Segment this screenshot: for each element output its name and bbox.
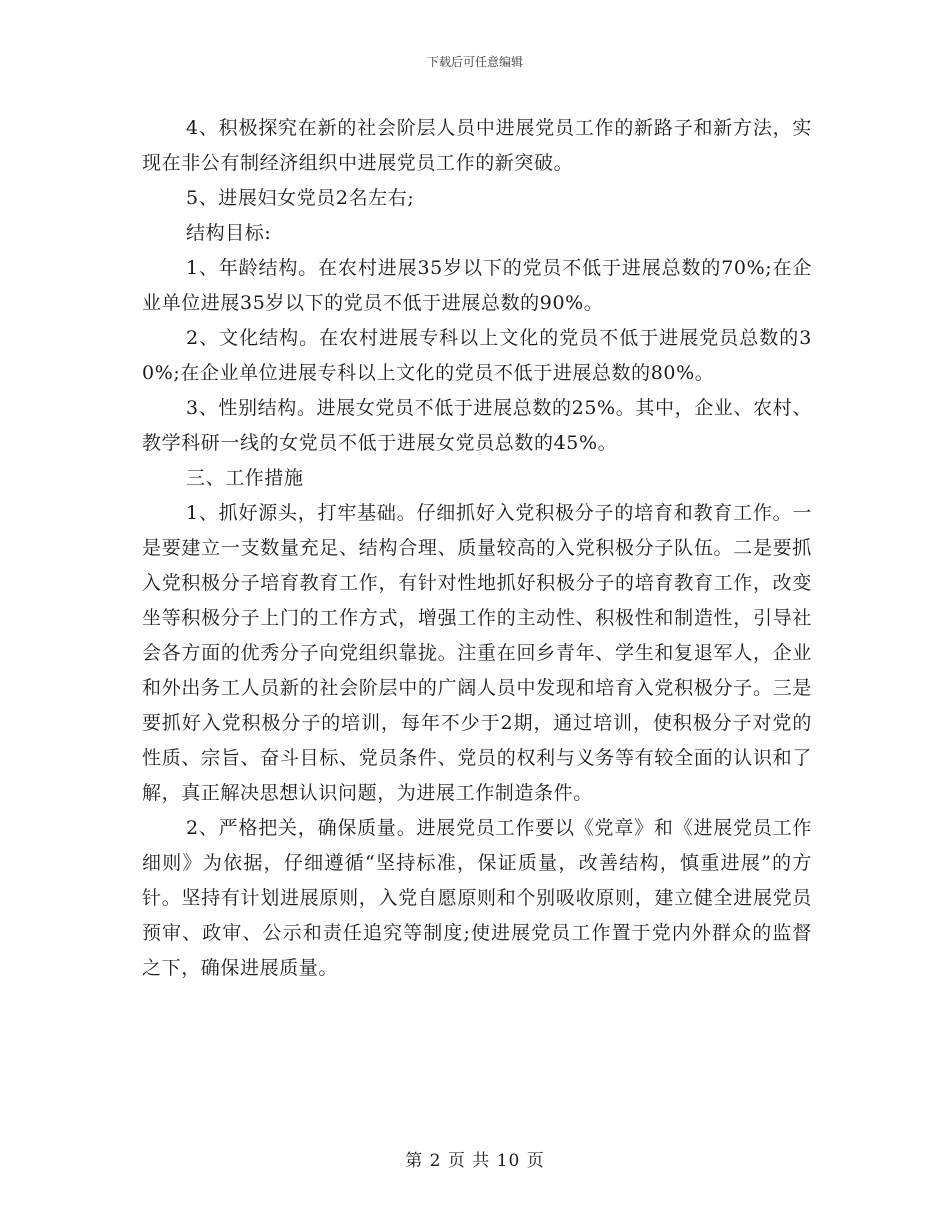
document-body [142, 111, 812, 986]
paragraph-measure-2: 2、严格把关，确保质量。进展党员工作要以《党章》和《进展党员工作细则》为依据，仔细遵循“坚持标准，保证质量，改善结构，慎重进展”的方针。坚持有计划进展原则，入党自愿原则和个别吸收原则，建立健全进展党员预审、政审、公示和责任追究等制度;使进展党员工作置于党内外群众的监督之下，确保进展质量。 [142, 817, 812, 979]
paragraph-measure-1: 1、抓好源头，打牢基础。仔细抓好入党积极分子的培育和教育工作。一是要建立一支数量充足、结构合理、质量较高的入党积极分子队伍。二是要抓入党积极分子培育教育工作，有针对性地抓好积极分子的培育教育工作，改变坐等积极分子上门的工作方式，增强工作的主动性、积极性和制造性，引导社会各方面的优秀分子向党组织靠拢。注重在回乡青年、学生和复退军人，企业和外出务工人员新的社会阶层中的广阔人员中发现和培育入党积极分子。三是要抓好入党积极分子的培训，每年不少于2期，通过培训，使积极分子对党的性质、宗旨、奋斗目标、党员条件、党员的权利与义务等有较全面的认识和了解，真正解决思想认识问题，为进展工作制造条件。 [142, 502, 812, 804]
paragraph-goal-5: 5、进展妇女党员2名左右; [186, 187, 415, 209]
header-note: 下载后可任意编辑 [426, 55, 523, 69]
paragraph-goal-4: 4、积极探究在新的社会阶层人员中进展党员工作的新路子和新方法，实现在非公有制经济组织中进展党员工作的新突破。 [142, 117, 812, 174]
section-heading-measures: 三、工作措施 [186, 467, 304, 489]
paragraph-structure-heading: 结构目标: [186, 222, 272, 244]
paragraph-age-structure: 1、年龄结构。在农村进展35岁以下的党员不低于进展总数的70%;在企业单位进展35岁以下的党员不低于进展总数的90%。 [142, 257, 812, 314]
page-number: 第 2 页 共 10 页 [405, 1151, 545, 1171]
paragraph-gender-structure: 3、性别结构。进展女党员不低于进展总数的25%。其中，企业、农村、教学科研一线的女党员不低于进展女党员总数的45%。 [142, 397, 812, 454]
paragraph-education-structure: 2、文化结构。在农村进展专科以上文化的党员不低于进展党员总数的30%;在企业单位进展专科以上文化的党员不低于进展总数的80%。 [142, 327, 812, 384]
